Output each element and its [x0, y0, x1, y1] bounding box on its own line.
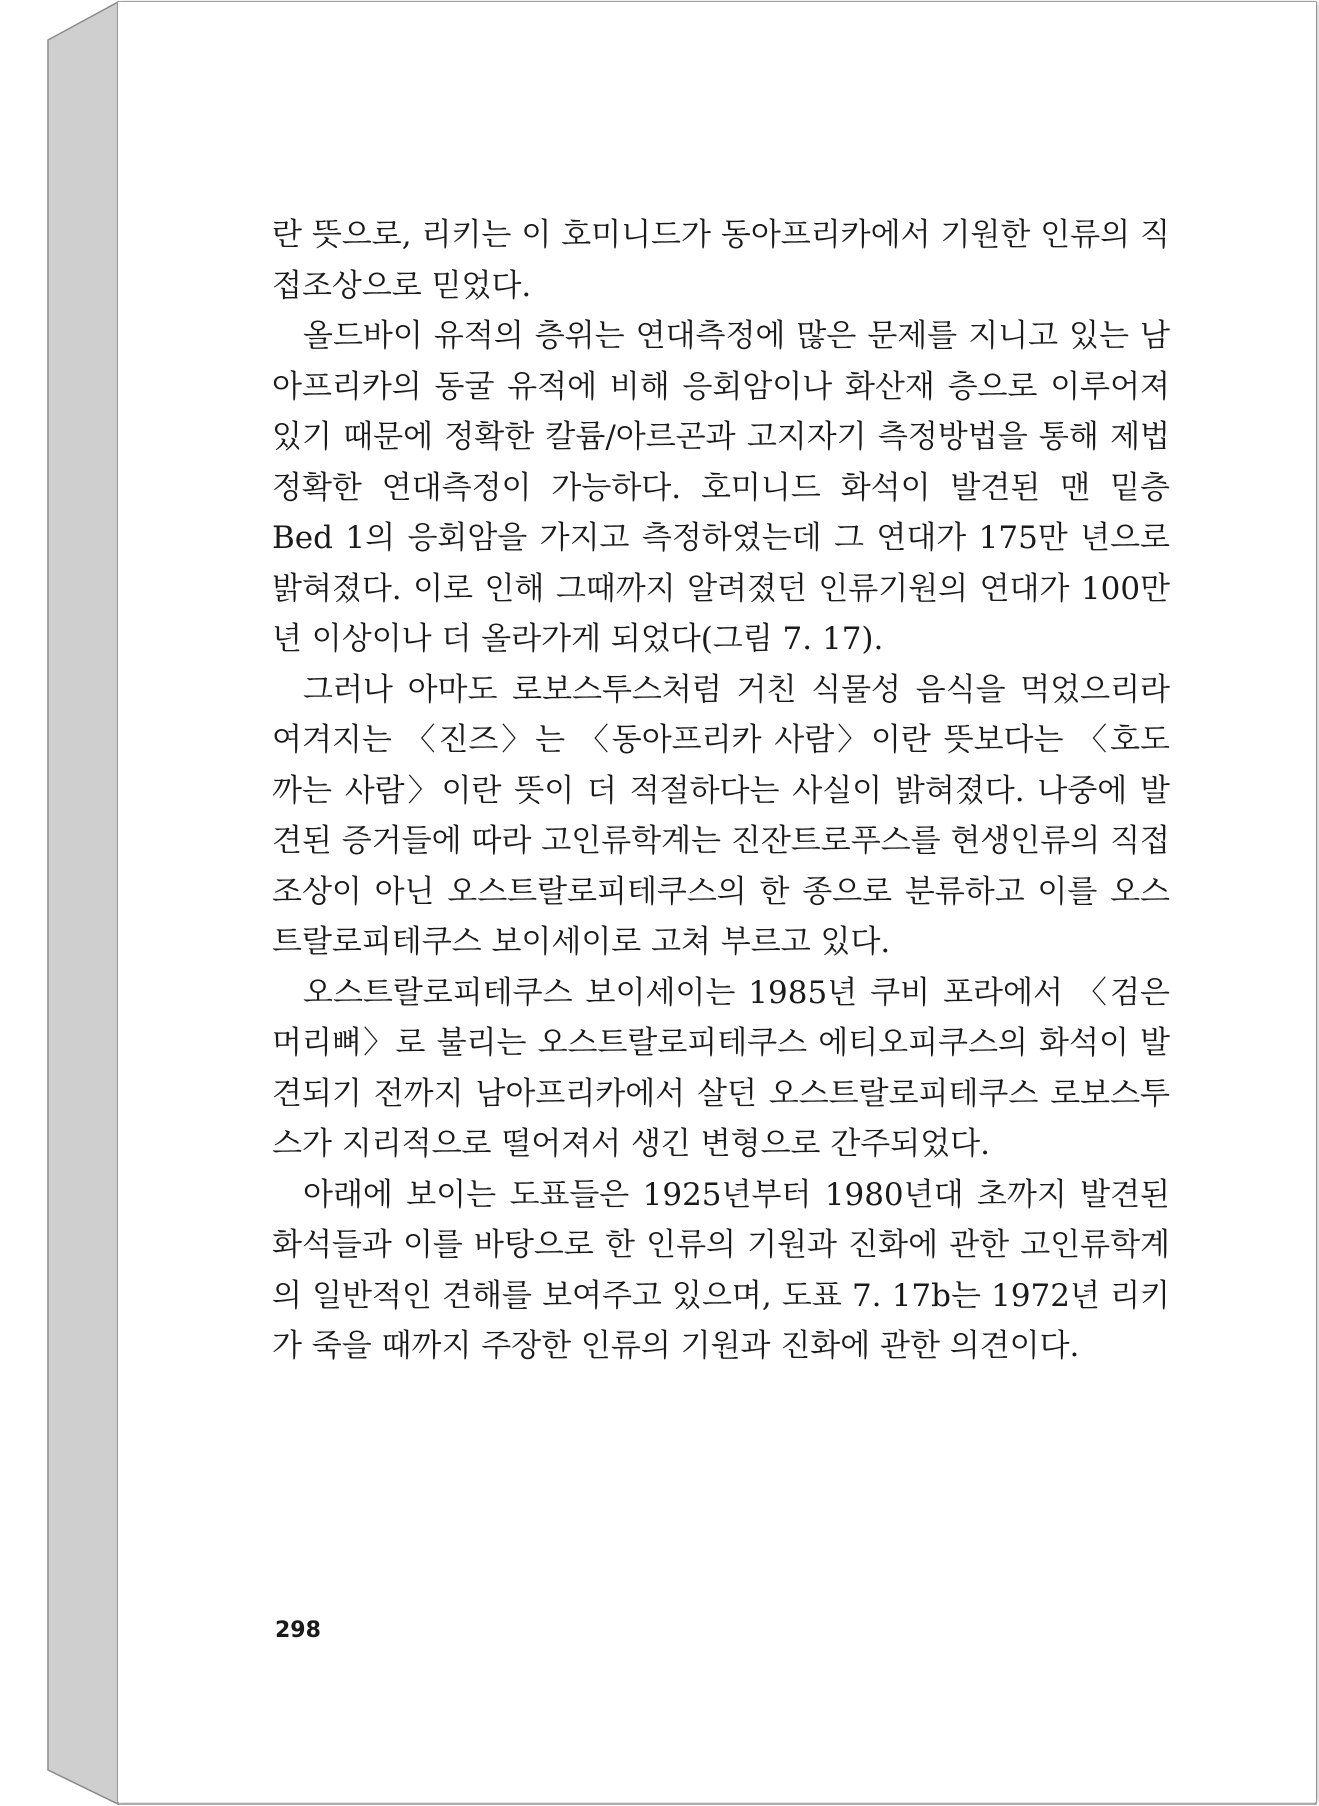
paragraph-1: 란 뜻으로, 리키는 이 호미니드가 동아프리카에서 기원한 인류의 직접조상으로 믿었다.	[272, 217, 1170, 304]
page-number: 298	[275, 1618, 321, 1643]
paragraph-3: 그러나 아마도 로보스투스처럼 거친 식물성 음식을 먹었으리라 여겨지는 〈진즈〉는 〈동아프리카 사람〉이란 뜻보다는 〈호도 까는 사람〉이란 뜻이 더 적절하다는 사실이 밝혀졌다. 나중에 발견된 증거들에 따라 고인류학계는 진잔트로푸스를 현생인류의 직접조상이 아닌 오스트랄로피테쿠스의 한 종으로 분류하고 이를 오스트랄로피테쿠스 보이세이로 고쳐 부르고 있다.	[272, 671, 1170, 960]
paragraph-4: 오스트랄로피테쿠스 보이세이는 1985년 쿠비 포라에서 〈검은 머리뼈〉로 불리는 오스트랄로피테쿠스 에티오피쿠스의 화석이 발견되기 전까지 남아프리카에서 살던 오스트랄로피테쿠스 로보스투스가 지리적으로 떨어져서 생긴 변형으로 간주되었다.	[272, 974, 1170, 1162]
paragraph-2: 올드바이 유적의 층위는 연대측정에 많은 문제를 지니고 있는 남아프리카의 동굴 유적에 비해 응회암이나 화산재 층으로 이루어져 있기 때문에 정확한 칼륨/아르곤과 고지자기 측정방법을 통해 제법 정확한 연대측정이 가능하다. 호미니드 화석이 발견된 맨 밑층 Bed 1의 응회암을 가지고 측정하였는데 그 연대가 175만 년으로 밝혀졌다. 이로 인해 그때까지 알려졌던 인류기원의 연대가 100만 년 이상이나 더 올라가게 되었다(그림 7. 17).	[272, 318, 1170, 657]
paragraph-5: 아래에 보이는 도표들은 1925년부터 1980년대 초까지 발견된 화석들과 이를 바탕으로 한 인류의 기원과 진화에 관한 고인류학계의 일반적인 견해를 보여주고 있으며, 도표 7. 17b는 1972년 리키가 죽을 때까지 주장한 인류의 기원과 진화에 관한 의견이다.	[272, 1176, 1170, 1364]
body-text	[272, 210, 1170, 1372]
